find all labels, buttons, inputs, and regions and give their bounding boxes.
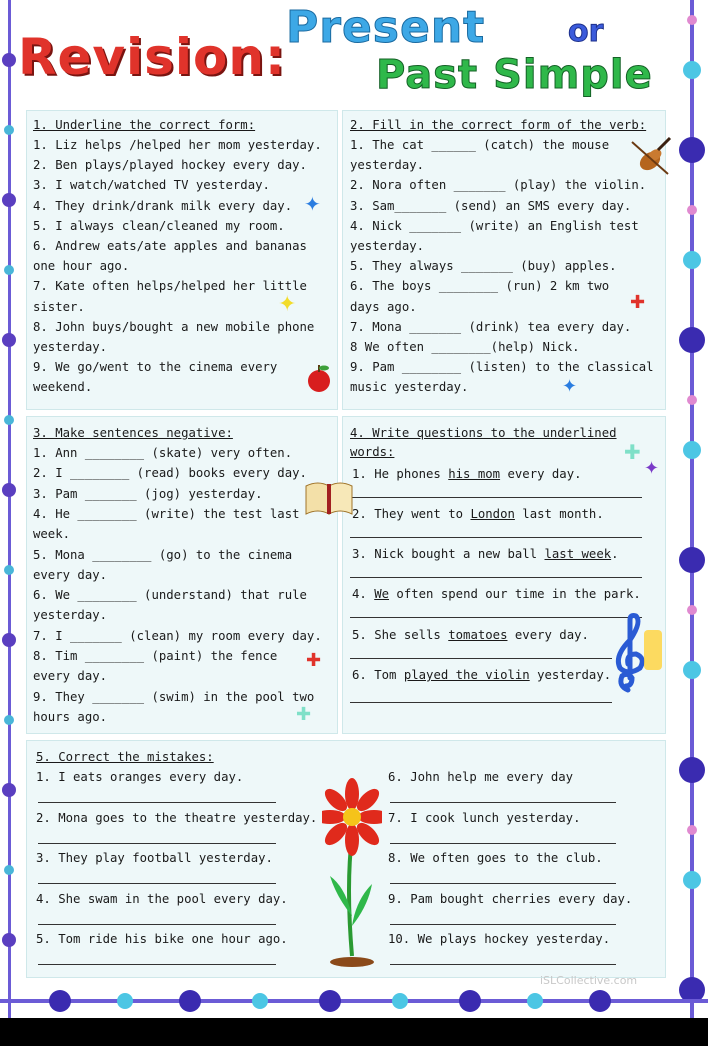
section-1-line: yesterday.: [33, 340, 108, 354]
answer-line[interactable]: [390, 802, 616, 803]
section-1-line: 7. Kate often helps/helped her little: [33, 279, 307, 294]
mistake-sentence: 9. Pam bought cherries every day.: [388, 891, 633, 906]
question-1-text-end: every day.: [500, 467, 582, 481]
section-2-line: 9. Pam ________ (listen) to the classical: [350, 360, 654, 375]
section-5-header: 5. Correct the mistakes:: [36, 750, 214, 764]
section-1-line: 5. I always clean/cleaned my room.: [33, 218, 285, 233]
book-icon: [304, 480, 354, 516]
question-3-text-end: .: [611, 547, 619, 561]
mistake-sentence: 3. They play football yesterday.: [36, 851, 273, 865]
section-2-line: 5. They always _______ (buy) apples.: [350, 259, 617, 274]
sparkle-icon: ✦: [304, 192, 321, 216]
section-3-line: 3. Pam _______ (jog) yesterday.: [33, 486, 263, 501]
section-3-line: every day.: [33, 669, 108, 684]
question-2-text: 2. They went to: [352, 507, 471, 521]
section-4-header: 4. Write questions to the underlined: [350, 426, 617, 440]
mistake-sentence: 2. Mona goes to the theatre yesterday.: [36, 810, 318, 825]
section-2-line: yesterday.: [350, 239, 425, 253]
floral-border-bottom-icon: [0, 984, 708, 1018]
section-3-line: 5. Mona ________ (go) to the cinema: [33, 547, 293, 562]
mistake-sentence: 10. We plays hockey yesterday.: [388, 932, 611, 946]
question-6-underlined: played the violin: [403, 668, 530, 682]
answer-line-6[interactable]: [350, 702, 612, 703]
floral-border-left-icon: [0, 0, 20, 1018]
section-3-line: 1. Ann ________ (skate) very often.: [33, 446, 293, 460]
answer-line-1[interactable]: [350, 497, 642, 498]
section-3-line: 9. They _______ (swim) in the pool two: [33, 689, 315, 704]
answer-line[interactable]: [38, 964, 276, 965]
sparkle-icon: ✦: [644, 458, 660, 479]
section-1-line: 1. Liz helps /helped her mom yesterday.: [33, 138, 322, 152]
question-3-text: 3. Nick bought a new ball: [352, 547, 545, 561]
question-3-underlined: last week: [544, 547, 612, 561]
question-4-text: 4.: [352, 587, 375, 601]
watermark: iSLCollective.com: [540, 974, 638, 987]
title-present: Present: [286, 2, 486, 53]
section-1-line: 8. John buys/bought a new mobile phone: [33, 319, 315, 334]
section-1-line: 2. Ben plays/played hockey every day.: [33, 158, 307, 173]
question-2: [352, 507, 604, 521]
section-1-line: one hour ago.: [33, 259, 130, 274]
treble-clef-icon: [608, 612, 664, 694]
section-4-header-cont: words:: [350, 445, 395, 459]
section-3-line: hours ago.: [33, 709, 108, 724]
section-2-line: music yesterday.: [350, 380, 469, 395]
mistake-sentence: 8. We often goes to the club.: [388, 851, 603, 865]
question-2-underlined: London: [470, 507, 515, 521]
question-5-text: 5. She sells: [352, 628, 449, 642]
section-3-header: 3. Make sentences negative:: [33, 426, 233, 440]
mistake-sentence: 6. John help me every day: [388, 770, 574, 784]
flower-icon: [322, 776, 382, 968]
section-2-line: 3. Sam_______ (send) an SMS every day.: [350, 198, 632, 213]
violin-icon: [628, 134, 674, 180]
question-1-underlined: his mom: [448, 467, 501, 481]
answer-line-5[interactable]: [350, 658, 612, 659]
section-1-line: 4. They drink/drank milk every day.: [33, 198, 293, 213]
question-4: [352, 587, 641, 601]
title-or: or: [568, 14, 604, 49]
question-4-underlined: We: [374, 587, 390, 601]
question-1-text: 1. He phones: [352, 467, 449, 481]
section-3-line: 4. He ________ (write) the test last: [33, 506, 300, 521]
question-5: [352, 628, 589, 642]
section-2-line: 6. The boys ________ (run) 2 km two: [350, 279, 610, 294]
answer-line-4[interactable]: [350, 617, 642, 618]
question-3: [352, 547, 619, 561]
answer-line[interactable]: [38, 843, 276, 844]
section-3-line: 8. Tim ________ (paint) the fence: [33, 649, 278, 663]
section-3-line: yesterday.: [33, 608, 108, 623]
section-3-line: week.: [33, 527, 71, 542]
sparkle-icon: ✦: [278, 292, 297, 317]
section-1-line: weekend.: [33, 380, 93, 395]
question-1: [352, 467, 582, 481]
bottom-bar: [0, 1018, 708, 1046]
title-revision: Revision:: [18, 28, 286, 86]
sparkle-icon: ✚: [296, 704, 312, 725]
section-2-line: 1. The cat ______ (catch) the mouse: [350, 138, 610, 152]
section-1-line: sister.: [33, 299, 85, 314]
mistake-sentence: 4. She swam in the pool every day.: [36, 891, 288, 906]
answer-line[interactable]: [38, 924, 276, 925]
section-3-line: every day.: [33, 567, 108, 582]
section-3-line: 6. We ________ (understand) that rule: [33, 588, 307, 603]
floral-border-right-icon: [672, 0, 708, 1018]
question-5-underlined: tomatoes: [448, 628, 508, 642]
question-6-text-end: yesterday.: [529, 668, 612, 682]
answer-line[interactable]: [390, 883, 616, 884]
sparkle-icon: ✚: [630, 292, 646, 313]
sparkle-icon: ✦: [562, 376, 578, 397]
apple-icon: [306, 362, 332, 394]
sparkle-icon: ✚: [624, 440, 641, 464]
title-past-simple: Past Simple: [376, 52, 653, 98]
mistake-sentence: 7. I cook lunch yesterday.: [388, 810, 581, 825]
answer-line[interactable]: [38, 883, 276, 884]
section-1-line: 3. I watch/watched TV yesterday.: [33, 178, 270, 193]
section-3-line: 7. I _______ (clean) my room every day.: [33, 628, 322, 643]
answer-line[interactable]: [38, 802, 276, 803]
question-2-text-end: last month.: [514, 507, 604, 521]
section-2-line: days ago.: [350, 299, 417, 314]
answer-line[interactable]: [390, 924, 616, 925]
question-4-text-end: often spend our time in the park.: [389, 587, 641, 601]
section-2-line: 4. Nick _______ (write) an English test: [350, 218, 639, 233]
answer-line-3[interactable]: [350, 577, 642, 578]
question-6-text: 6. Tom: [352, 668, 404, 682]
section-1-header: 1. Underline the correct form:: [33, 118, 256, 132]
answer-line[interactable]: [390, 964, 616, 965]
section-2-line: 7. Mona _______ (drink) tea every day.: [350, 319, 632, 334]
mistake-sentence: 1. I eats oranges every day.: [36, 770, 244, 784]
mistake-sentence: 5. Tom ride his bike one hour ago.: [36, 932, 288, 946]
section-1-line: 6. Andrew eats/ate apples and bananas: [33, 239, 307, 253]
section-2-line: 8 We often ________(help) Nick.: [350, 340, 580, 354]
question-5-text-end: every day.: [507, 628, 589, 642]
section-1-line: 9. We go/went to the cinema every: [33, 360, 278, 375]
question-6: [352, 668, 611, 682]
sparkle-icon: ✚: [306, 650, 322, 671]
answer-line-2[interactable]: [350, 537, 642, 538]
answer-line[interactable]: [390, 843, 616, 844]
section-2-line: 2. Nora often _______ (play) the violin.: [350, 178, 647, 193]
section-2-header: 2. Fill in the correct form of the verb:: [350, 118, 647, 132]
section-2-line: yesterday.: [350, 158, 425, 173]
section-3-line: 2. I ________ (read) books every day.: [33, 466, 307, 481]
